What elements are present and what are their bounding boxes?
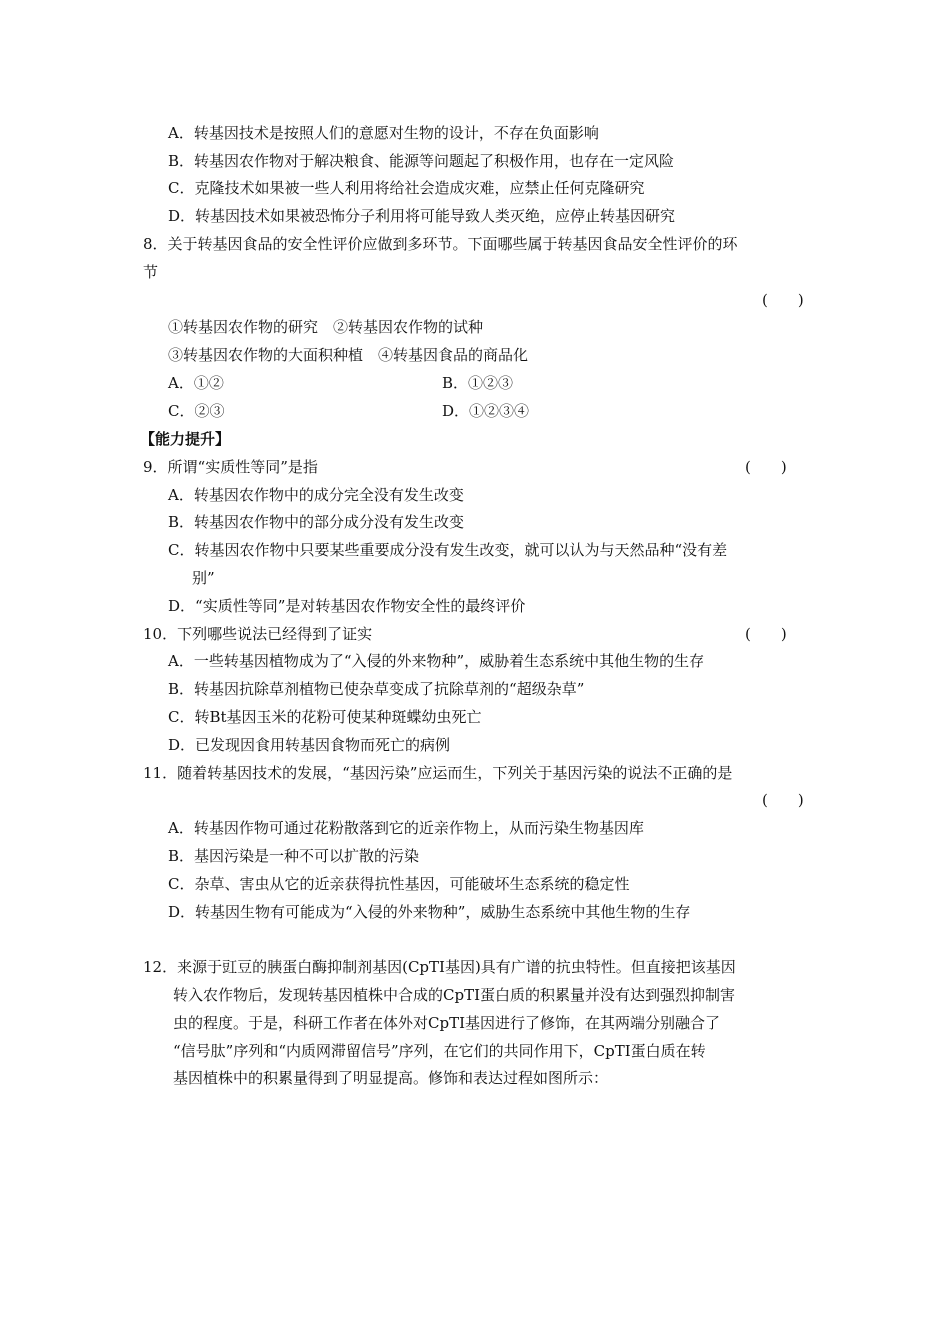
q12-line-3: 虫的程度。于是，科研工作者在体外对CpTI基因进行了修饰，在其两端分别融合了 bbox=[173, 1014, 721, 1032]
q11-option-a: A．转基因作物可通过花粉散落到它的近亲作物上，从而污染生物基因库 bbox=[168, 819, 644, 837]
section-title: 【能力提升】 bbox=[140, 430, 231, 448]
q8-option-c: C．②③ bbox=[168, 402, 225, 420]
q7-option-b: B．转基因农作物对于解决粮食、能源等问题起了积极作用，也存在一定风险 bbox=[168, 152, 675, 170]
q10-option-d: D．已发现因食用转基因食物而死亡的病例 bbox=[168, 736, 451, 754]
q9-stem: 9．所谓“实质性等同”是指 bbox=[143, 458, 318, 476]
q10-answer-blank: ( ) bbox=[745, 625, 787, 643]
q8-stem-continued: 节 bbox=[143, 263, 159, 281]
q9-option-d: D．“实质性等同”是对转基因农作物安全性的最终评价 bbox=[168, 597, 526, 615]
q12-line-4: “信号肽”序列和“内质网滞留信号”序列，在它们的共同作用下，CpTI蛋白质在转 bbox=[173, 1042, 706, 1060]
q8-option-d: D．①②③④ bbox=[442, 402, 530, 420]
q11-stem: 11．随着转基因技术的发展，“基因污染”应运而生，下列关于基因污染的说法不正确的是 bbox=[143, 764, 733, 782]
q9-option-c-continued: 别” bbox=[192, 569, 215, 587]
q9-option-a: A．转基因农作物中的成分完全没有发生改变 bbox=[168, 486, 464, 504]
q8-option-a: A．①② bbox=[168, 374, 224, 392]
q11-option-d: D．转基因生物有可能成为“入侵的外来物种”，威胁生态系统中其他生物的生存 bbox=[168, 903, 691, 921]
q11-option-c: C．杂草、害虫从它的近亲获得抗性基因，可能破坏生态系统的稳定性 bbox=[168, 875, 630, 893]
q12-line-2: 转入农作物后，发现转基因植株中合成的CpTI蛋白质的积累量并没有达到强烈抑制害 bbox=[173, 986, 736, 1004]
q8-items-1: ①转基因农作物的研究 ②转基因农作物的试种 bbox=[168, 318, 484, 336]
q8-option-b: B．①②③ bbox=[442, 374, 514, 392]
q11-answer-blank: ( ) bbox=[762, 791, 804, 809]
q8-items-2: ③转基因农作物的大面积种植 ④转基因食品的商品化 bbox=[168, 346, 529, 364]
q12-line-5: 基因植株中的积累量得到了明显提高。修饰和表达过程如图所示： bbox=[173, 1069, 609, 1087]
q11-option-b: B．基因污染是一种不可以扩散的污染 bbox=[168, 847, 420, 865]
q10-stem: 10．下列哪些说法已经得到了证实 bbox=[143, 625, 373, 643]
q10-option-a: A．一些转基因植物成为了“入侵的外来物种”，威胁着生态系统中其他生物的生存 bbox=[168, 652, 705, 670]
q7-option-c: C．克隆技术如果被一些人利用将给社会造成灾难，应禁止任何克隆研究 bbox=[168, 179, 645, 197]
q9-answer-blank: ( ) bbox=[745, 458, 787, 476]
q9-option-b: B．转基因农作物中的部分成分没有发生改变 bbox=[168, 513, 465, 531]
q7-option-d: D．转基因技术如果被恐怖分子利用将可能导致人类灭绝，应停止转基因研究 bbox=[168, 207, 676, 225]
q10-option-c: C．转Bt基因玉米的花粉可使某种斑蝶幼虫死亡 bbox=[168, 708, 482, 726]
q8-answer-blank: ( ) bbox=[762, 291, 804, 309]
q10-option-b: B．转基因抗除草剂植物已使杂草变成了抗除草剂的“超级杂草” bbox=[168, 680, 585, 698]
q8-stem: 8．关于转基因食品的安全性评价应做到多环节。下面哪些属于转基因食品安全性评价的环 bbox=[143, 235, 738, 253]
q9-option-c: C．转基因农作物中只要某些重要成分没有发生改变，就可以认为与天然品种“没有差 bbox=[168, 541, 728, 559]
q7-option-a: A．转基因技术是按照人们的意愿对生物的设计，不存在负面影响 bbox=[168, 124, 599, 142]
q12-line-1: 12．来源于豇豆的胰蛋白酶抑制剂基因(CpTI基因)具有广谱的抗虫特性。但直接把该基因 bbox=[143, 958, 736, 976]
